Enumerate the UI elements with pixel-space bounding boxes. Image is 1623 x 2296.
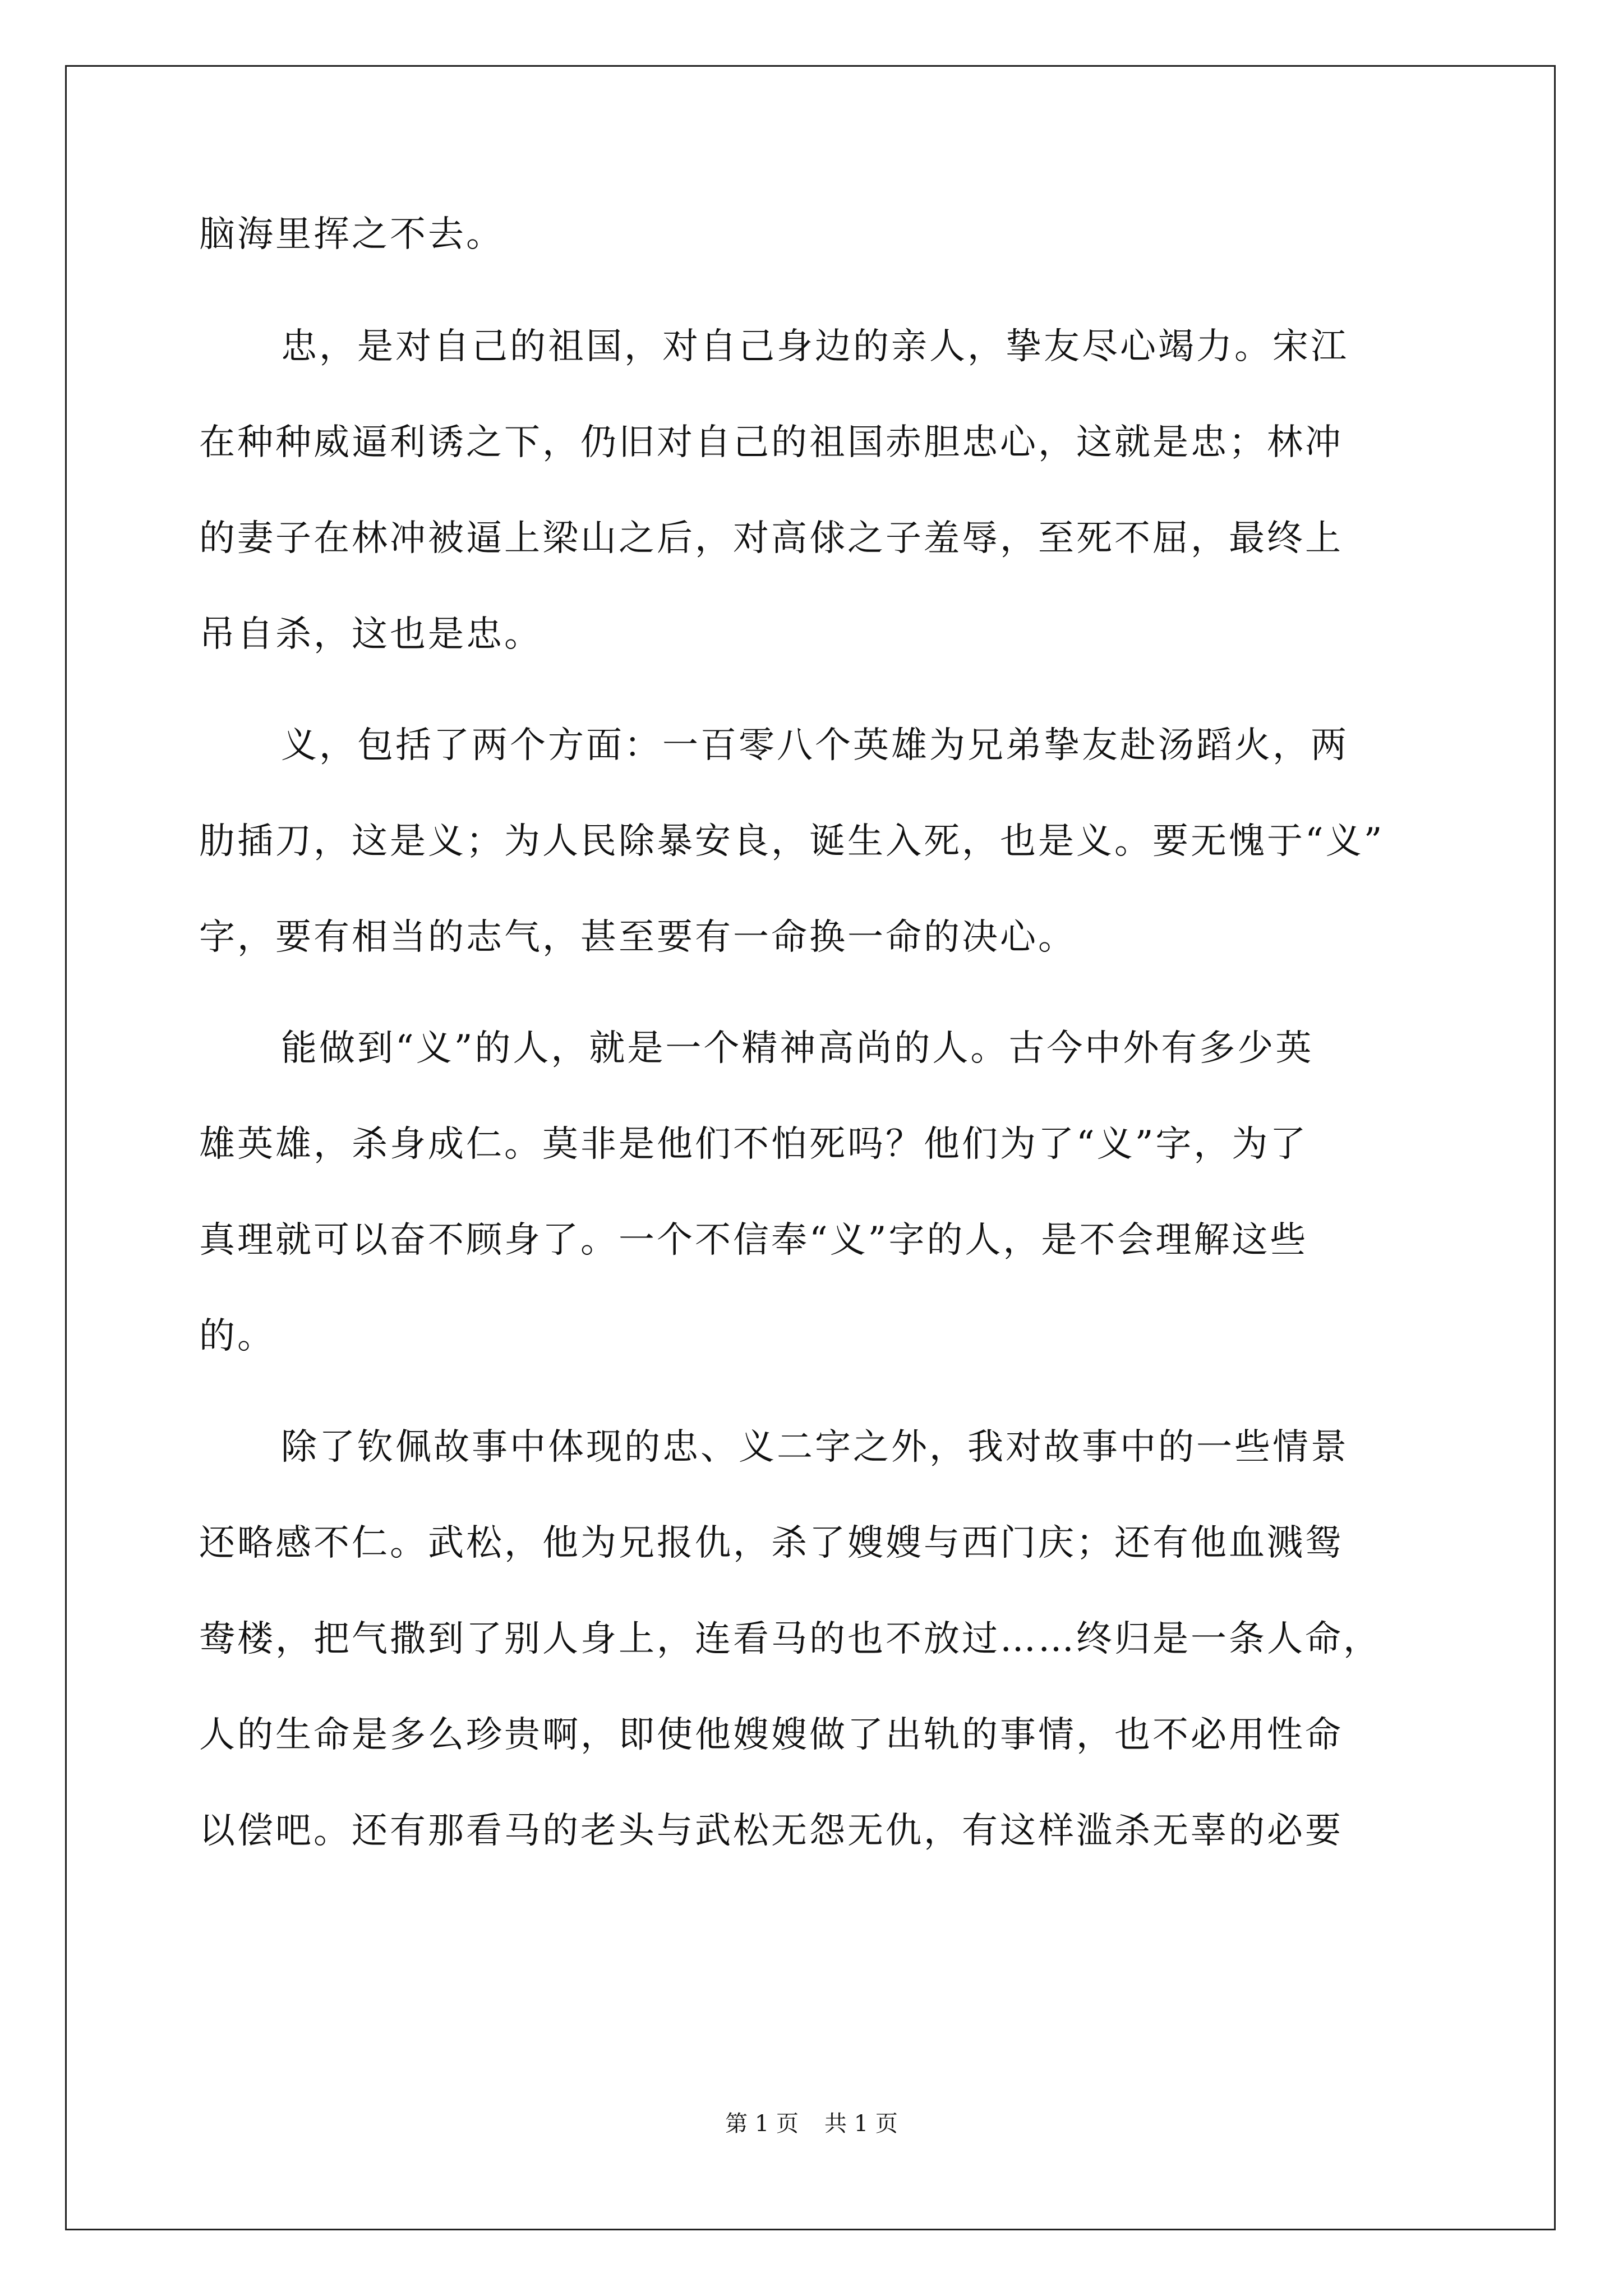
page-footer [0, 2107, 1623, 2141]
text-line: 在种种威逼利诱之下，仍旧对自己的祖国赤胆忠心，这就是忠；林冲 [199, 422, 1343, 463]
text-line: 人的生命是多么珍贵啊，即使他嫂嫂做了出轨的事情，也不必用性命 [199, 1714, 1343, 1756]
text-line: 雄英雄，杀身成仁。莫非是他们不怕死吗？他们为了“义”字，为了 [199, 1124, 1308, 1165]
text-line: 字，要有相当的志气，甚至要有一命换一命的决心。 [199, 917, 1076, 958]
text-line: 的。 [199, 1315, 275, 1357]
text-line: 的妻子在林冲被逼上梁山之后，对高俅之子羞辱，至死不屈，最终上 [199, 518, 1343, 559]
text-line: 吊自杀，这也是忠。 [199, 614, 542, 655]
text-line: 脑海里挥之不去。 [199, 214, 504, 255]
text-line: 以偿吧。还有那看马的老头与武松无怨无仇，有这样滥杀无辜的必要 [199, 1810, 1343, 1852]
page-total: 共 1 页 [824, 2111, 898, 2137]
text-line: 忠，是对自己的祖国，对自己身边的亲人，挚友尽心竭力。宋江 [281, 326, 1349, 367]
text-line: 能做到“义”的人，就是一个精神高尚的人。古今中外有多少英 [281, 1028, 1314, 1069]
text-line: 鸯楼，把气撒到了别人身上，连看马的也不放过……终归是一条人命， [199, 1618, 1381, 1660]
text-line: 真理就可以奋不顾身了。一个不信奉“义”字的人，是不会理解这些 [199, 1220, 1308, 1261]
page-number: 第 1 页 [725, 2111, 799, 2137]
text-line: 肋插刀，这是义；为人民除暴安良，诞生入死，也是义。要无愧于“义” [199, 821, 1385, 862]
text-line: 还略感不仁。武松，他为兄报仇，杀了嫂嫂与西门庆；还有他血溅鸳 [199, 1522, 1343, 1564]
text-line: 义，包括了两个方面：一百零八个英雄为兄弟挚友赴汤蹈火，两 [281, 725, 1349, 766]
text-line: 除了钦佩故事中体现的忠、义二字之外，我对故事中的一些情景 [281, 1427, 1349, 1468]
